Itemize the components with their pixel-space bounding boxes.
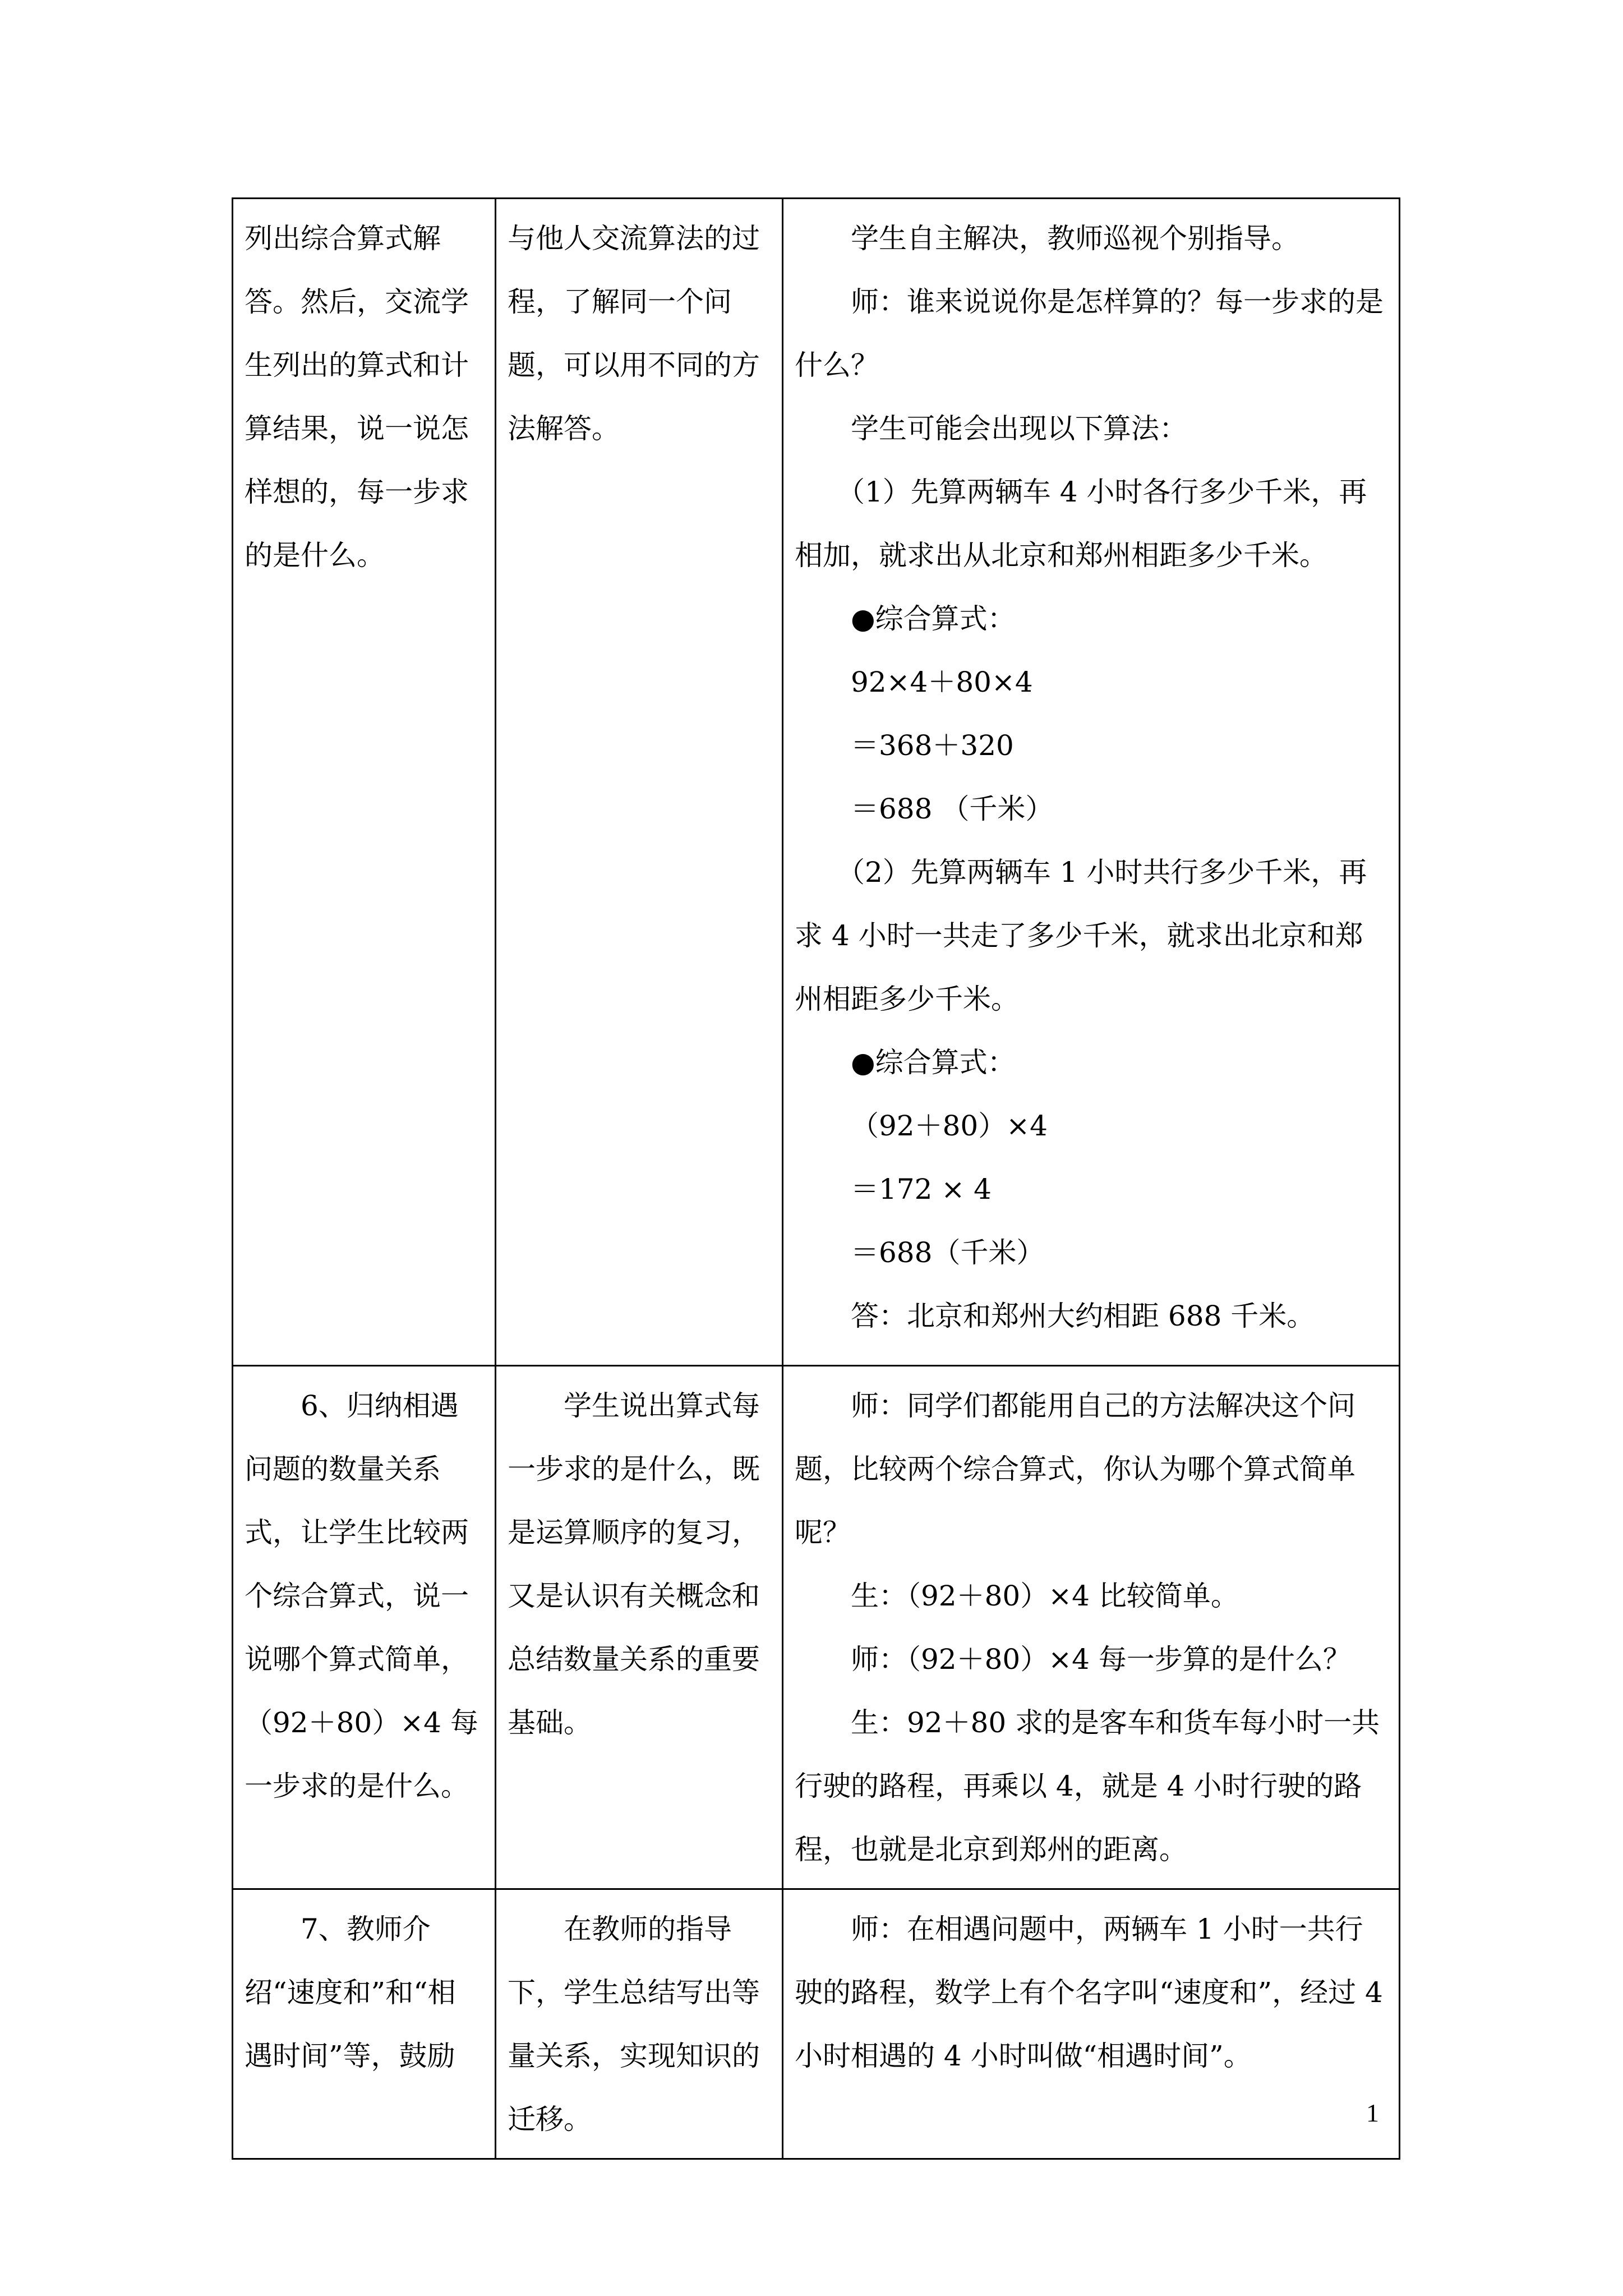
cell-text: 列出综合算式解答。然后，交流学生列出的算式和计算结果，说一说怎样想的，每一步求的是什么。 <box>245 222 469 572</box>
cell-text: ●综合算式： <box>851 1046 1016 1079</box>
table-row <box>233 199 1400 1366</box>
cell-text: 师：谁来说说你是怎样算的？每一步求的是什么？ <box>795 286 1384 381</box>
formula-line: ＝172 × 4 <box>851 1173 992 1205</box>
cell-text: 答：北京和郑州大约相距 688 千米。 <box>851 1300 1315 1332</box>
process-cell <box>783 1366 1400 1889</box>
table-row <box>233 1889 1400 2159</box>
teacher-activity-cell <box>233 1889 496 2159</box>
formula-line: （92＋80）×4 <box>851 1110 1048 1142</box>
cell-text: 学生说出算式每一步求的是什么，既是运算顺序的复习，又是认识有关概念和总结数量关系的重要基础。 <box>508 1389 760 1739</box>
formula-line: ＝368＋320 <box>851 729 1014 762</box>
lesson-table <box>232 197 1400 2160</box>
cell-text: 学生自主解决，教师巡视个别指导。 <box>851 222 1299 255</box>
student-activity-cell <box>496 199 783 1366</box>
formula-line: 92×4＋80×4 <box>851 666 1033 698</box>
cell-text: 师：同学们都能用自己的方法解决这个问题，比较两个综合算式，你认为哪个算式简单呢？ <box>795 1389 1355 1549</box>
formula-line: ＝688（千米） <box>851 1236 1045 1269</box>
cell-text: 师：（92＋80）×4 每一步算的是什么？ <box>851 1643 1351 1676</box>
cell-text: ●综合算式： <box>851 602 1016 635</box>
teacher-activity-cell <box>233 1366 496 1889</box>
cell-text: 生：92＋80 求的是客车和货车每小时一共行驶的路程，再乘以 4，就是 4 小时行驶的路程，也就是北京到郑州的距离。 <box>795 1706 1380 1866</box>
page-number: 1 <box>1366 2099 1379 2127</box>
process-cell <box>783 199 1400 1366</box>
student-activity-cell <box>496 1366 783 1889</box>
cell-text: 师：在相遇问题中，两辆车 1 小时一共行驶的路程，数学上有个名字叫“速度和”，经过 4 小时相遇的 4 小时叫做“相遇时间”。 <box>795 1913 1383 2072</box>
formula-line: ＝688 （千米） <box>851 793 1054 825</box>
cell-text: 学生可能会出现以下算法： <box>851 412 1187 445</box>
teacher-activity-cell <box>233 199 496 1366</box>
cell-text: （2）先算两辆车 1 小时共行多少千米，再求 4 小时一共走了多少千米，就求出北京和郑州相距多少千米。 <box>795 856 1367 1015</box>
cell-text: （1）先算两辆车 4 小时各行多少千米，再相加，就求出从北京和郑州相距多少千米。 <box>795 476 1367 572</box>
process-cell <box>783 1889 1400 2159</box>
cell-text: 7、教师介绍“速度和”和“相遇时间”等，鼓励 <box>245 1913 456 2072</box>
cell-text: 与他人交流算法的过程，了解同一个问题，可以用不同的方法解答。 <box>508 222 760 445</box>
table-row <box>233 1366 1400 1889</box>
cell-text: 在教师的指导下，学生总结写出等量关系，实现知识的迁移。 <box>508 1913 760 2136</box>
cell-text: 6、归纳相遇问题的数量关系式，让学生比较两个综合算式，说一说哪个算式简单，（92＋80）×4 每一步求的是什么。 <box>245 1389 478 1802</box>
student-activity-cell <box>496 1889 783 2159</box>
cell-text: 生：（92＋80）×4 比较简单。 <box>851 1580 1239 1612</box>
